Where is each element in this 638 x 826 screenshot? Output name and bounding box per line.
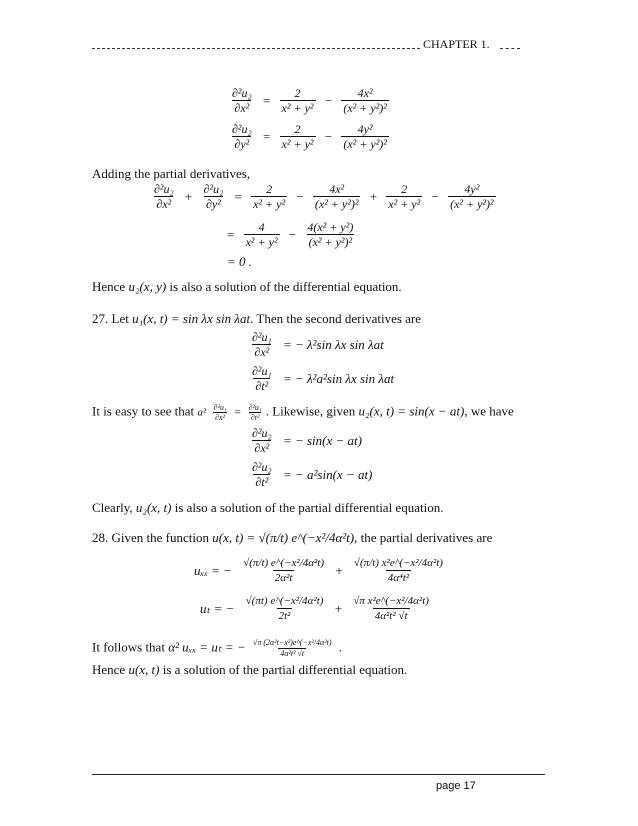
equation-27b-uxx: $\frac{\text{∂²u₂}}{\text{∂x²}}$ = − sin(x − at) <box>252 426 362 455</box>
header-rule-end <box>500 48 520 49</box>
page-number: page 17 <box>436 780 476 792</box>
equation-27b-utt: $\frac{\text{∂²u₂}}{\text{∂t²}}$ = − a²sin(x − at) <box>252 460 373 489</box>
equation-27-uxx: $\frac{\text{∂²u₁}}{\text{∂x²}}$ = − λ²sin λx sin λat <box>252 330 384 359</box>
chapter-label: CHAPTER 1. <box>423 37 490 51</box>
equation-sum-line1: $\frac{\text{∂²u₂}}{\text{∂x²}}$ + $\frac{\text{∂²u₂}}{\text{∂y²}}$ = $\frac{2}{\text{x² + y²}}$ − $\frac{\text{4x²}}{\text{(x² + y²)²}}$ + $\frac{2}{\text{x² + y²}}$ − $\frac{\text{4y²}}{\text{(x² + y²)²}}$ <box>154 182 494 211</box>
equation-uyy: $\frac{\text{∂²u₂}}{\text{∂y²}}$ = $\frac{2}{\text{x² + y²}}$ − $\frac{\text{4y²}}{\text{(x² + y²)²}}$ <box>232 122 387 151</box>
paragraph-it-follows: It follows that α² uₓₓ = uₜ = − $\frac{\text{√π (2α²t−x²)e\textasciicircum{}(−x²/4α²t)}}{\text{4α²t² √t}}$ . <box>92 638 342 658</box>
equation-uxx: $\frac{\text{∂²u₂}}{\text{∂x²}}$ = $\frac{2}{\text{x² + y²}}$ − $\frac{\text{4x²}}{\text{(x² + y²)²}}$ <box>232 86 387 115</box>
paragraph-adding: Adding the partial derivatives, <box>92 166 251 181</box>
paragraph-clearly: Clearly, u₂(x, t) is also a solution of the partial differential equation. <box>92 500 444 515</box>
equation-27-utt: $\frac{\text{∂²u₁}}{\text{∂t²}}$ = − λ²a²sin λx sin λat <box>252 364 395 393</box>
equation-sum-line3: = 0 . <box>227 254 253 269</box>
equation-28-uxx: uₓₓ = − $\frac{\text{√(π/t) e\textasciicircum{}(−x²/4α²t)}}{\text{2α²t}}$ + $\frac{\text{√(π/t) x²e\textasciicircum{}(−x²/4α²t)}}{\text{4α⁴t²}}$ <box>194 557 443 584</box>
problem-27: 27. Let u₁(x, t) = sin λx sin λat. Then the second derivatives are <box>92 311 422 326</box>
problem-28: 28. Given the function u(x, t) = √(π/t) e^(−x²/4α²t), the partial derivatives are <box>92 530 493 545</box>
paragraph-hence-1: Hence u₂(x, y) is also a solution of the differential equation. <box>92 279 402 294</box>
paragraph-easy-to-see: It is easy to see that a² $\frac{\text{∂²u₁}}{\text{∂x²}}$ = $\frac{\text{∂²u₁}}{\text{∂t²}}$ . Likewise, given u₂(x, t) = sin(x − at), we have <box>92 403 514 422</box>
header-rule <box>92 48 420 49</box>
equation-28-ut: uₜ = − $\frac{\text{√(πt) e\textasciicircum{}(−x²/4α²t)}}{\text{2t²}}$ + $\frac{\text{√π x²e\textasciicircum{}(−x²/4α²t)}}{\text{4α²t² √t}}$ <box>200 595 429 622</box>
footer-rule <box>92 774 545 775</box>
equation-sum-line2: = $\frac{4}{\text{x² + y²}}$ − $\frac{\text{4(x² + y²)}}{\text{(x² + y²)²}}$ <box>227 220 354 249</box>
paragraph-hence-2: Hence u(x, t) is a solution of the partial differential equation. <box>92 662 408 677</box>
